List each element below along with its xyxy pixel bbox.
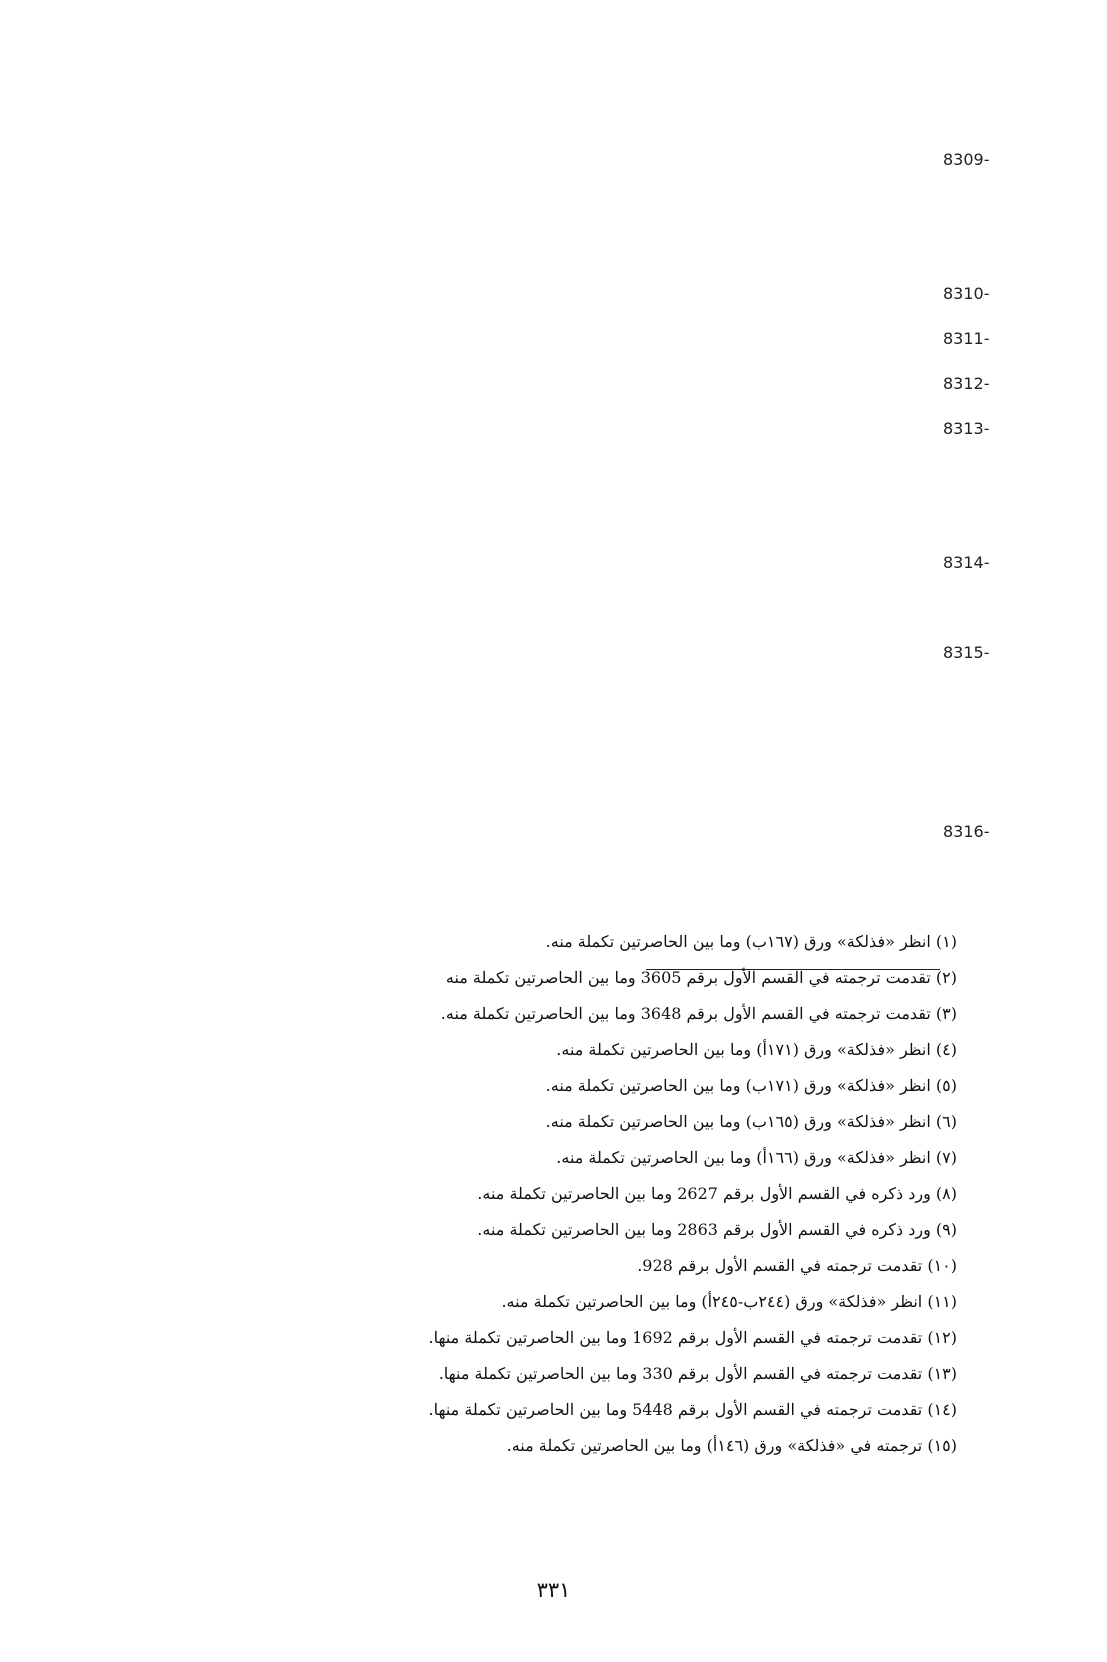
entry-number: 8316- [943, 822, 990, 841]
entry-number: 8314- [943, 553, 990, 572]
footnote: (٤) انظر «فذلكة» ورق (١٧١أ) وما بين الحاصرتين تكملة منه. [556, 1040, 957, 1059]
footnote: (٧) انظر «فذلكة» ورق (١٦٦أ) وما بين الحاصرتين تكملة منه. [556, 1148, 957, 1167]
page-number: ٣٣١ [536, 1578, 571, 1602]
footnote: (٢) تقدمت ترجمته في القسم الأول برقم 3605 وما بين الحاصرتين تكملة منه [445, 968, 957, 987]
footnote: (١٠) تقدمت ترجمته في القسم الأول برقم 928. [637, 1256, 957, 1275]
footnote: (٣) تقدمت ترجمته في القسم الأول برقم 3648 وما بين الحاصرتين تكملة منه. [440, 1004, 957, 1023]
footnote: (٨) ورد ذكره في القسم الأول برقم 2627 وما بين الحاصرتين تكملة منه. [477, 1184, 957, 1203]
footnote: (١) انظر «فذلكة» ورق (١٦٧ب) وما بين الحاصرتين تكملة منه. [545, 932, 957, 951]
footnote: (٦) انظر «فذلكة» ورق (١٦٥ب) وما بين الحاصرتين تكملة منه. [545, 1112, 957, 1131]
footnote: (١٣) تقدمت ترجمته في القسم الأول برقم 330 وما بين الحاصرتين تكملة منها. [438, 1364, 957, 1383]
footnote: (١٤) تقدمت ترجمته في القسم الأول برقم 5448 وما بين الحاصرتين تكملة منها. [428, 1400, 957, 1419]
footnote: (٩) ورد ذكره في القسم الأول برقم 2863 وما بين الحاصرتين تكملة منه. [477, 1220, 957, 1239]
entry-number: 8310- [943, 284, 990, 303]
footnote: (١٢) تقدمت ترجمته في القسم الأول برقم 1692 وما بين الحاصرتين تكملة منها. [428, 1328, 957, 1347]
footnote: (١١) انظر «فذلكة» ورق (٢٤٤ب-٢٤٥أ) وما بين الحاصرتين تكملة منه. [501, 1292, 957, 1311]
footnote: (٥) انظر «فذلكة» ورق (١٧١ب) وما بين الحاصرتين تكملة منه. [545, 1076, 957, 1095]
entry-number: 8311- [943, 329, 990, 348]
entry-number: 8309- [943, 150, 990, 169]
entry-number: 8315- [943, 643, 990, 662]
footnote: (١٥) ترجمته في «فذلكة» ورق (١٤٦أ) وما بين الحاصرتين تكملة منه. [506, 1436, 957, 1455]
entry-number: 8312- [943, 374, 990, 393]
entry-number: 8313- [943, 419, 990, 438]
